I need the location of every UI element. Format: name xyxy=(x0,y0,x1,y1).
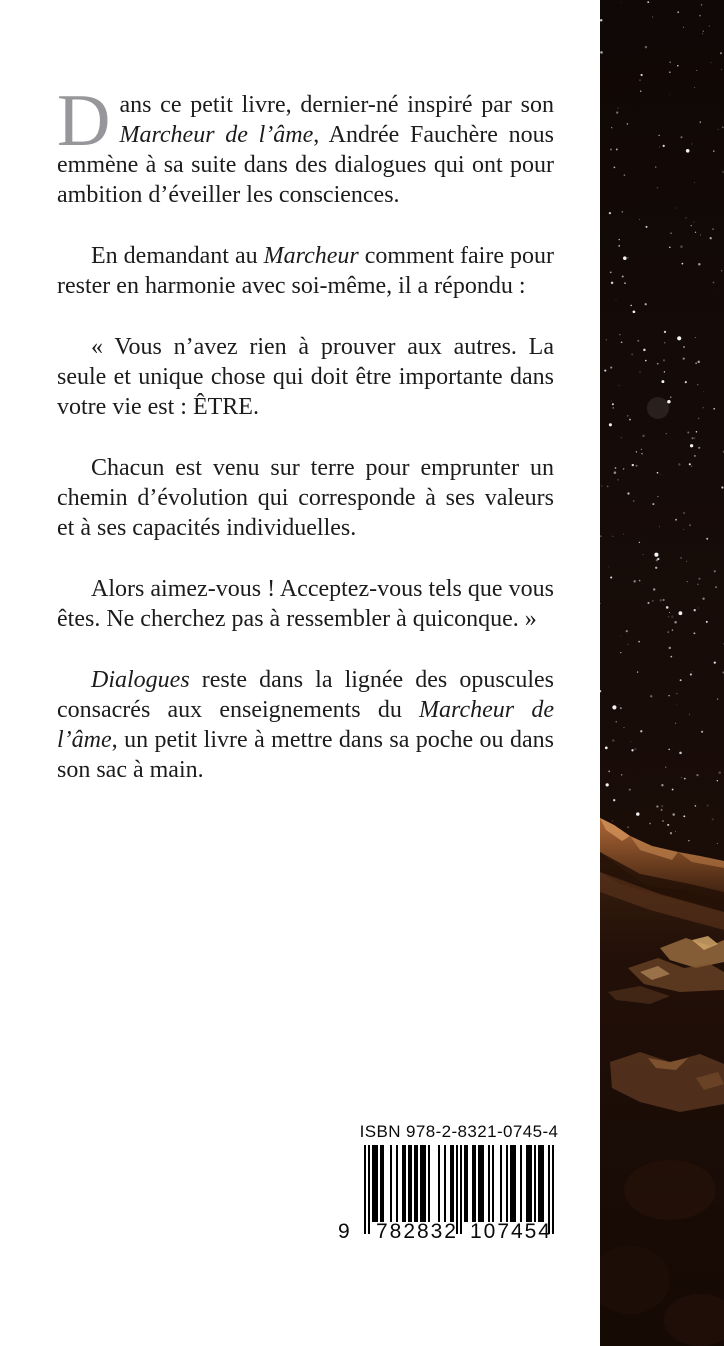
barcode-digit-group2: 1 0 7 4 5 4 xyxy=(470,1220,550,1243)
cover-photo-strip xyxy=(600,0,724,1346)
paragraph: Chacun est venu sur terre pour emprunter un chemin d’évolution qui corresponde à ses valeurs et à ses capacités individuelles. xyxy=(57,455,554,541)
paragraph: Dialogues reste dans la lignée des opuscules consacrés aux enseignements du Marcheur de l’âme, un petit livre à mettre dans sa poche ou dans son sac à main. xyxy=(57,667,554,783)
night-sky xyxy=(600,0,724,880)
mountain-ridge xyxy=(600,818,724,1346)
barcode-digits xyxy=(336,1220,576,1244)
paragraph: En demandant au Marcheur comment faire pour rester en harmonie avec soi-même, il a répondu : xyxy=(57,243,554,299)
night-sky-mountain-photo xyxy=(600,0,724,1346)
paragraph: Alors aimez-vous ! Acceptez-vous tels que vous êtes. Ne cherchez pas à ressembler à quiconque. » xyxy=(57,576,554,632)
barcode-digit-lead: 9 xyxy=(338,1220,350,1243)
isbn-label: ISBN 978-2-8321-0745-4 xyxy=(359,1122,559,1141)
star-cluster-glow xyxy=(647,397,669,419)
barcode-digit-group1: 7 8 2 8 3 2 xyxy=(376,1220,456,1243)
paragraph: « Vous n’avez rien à prouver aux autres. La seule et unique chose qui doit être importante dans votre vie est : ÊTRE. xyxy=(57,334,554,420)
blurb xyxy=(57,80,554,816)
paragraph: Dans ce petit livre, dernier-né inspiré par son Marcheur de l’âme, Andrée Fauchère nous emmène à sa suite dans des dialogues qui ont pour ambition d’éveiller les consciences. xyxy=(57,80,554,208)
dropcap: D xyxy=(57,80,111,162)
isbn-barcode-block xyxy=(336,1116,576,1250)
